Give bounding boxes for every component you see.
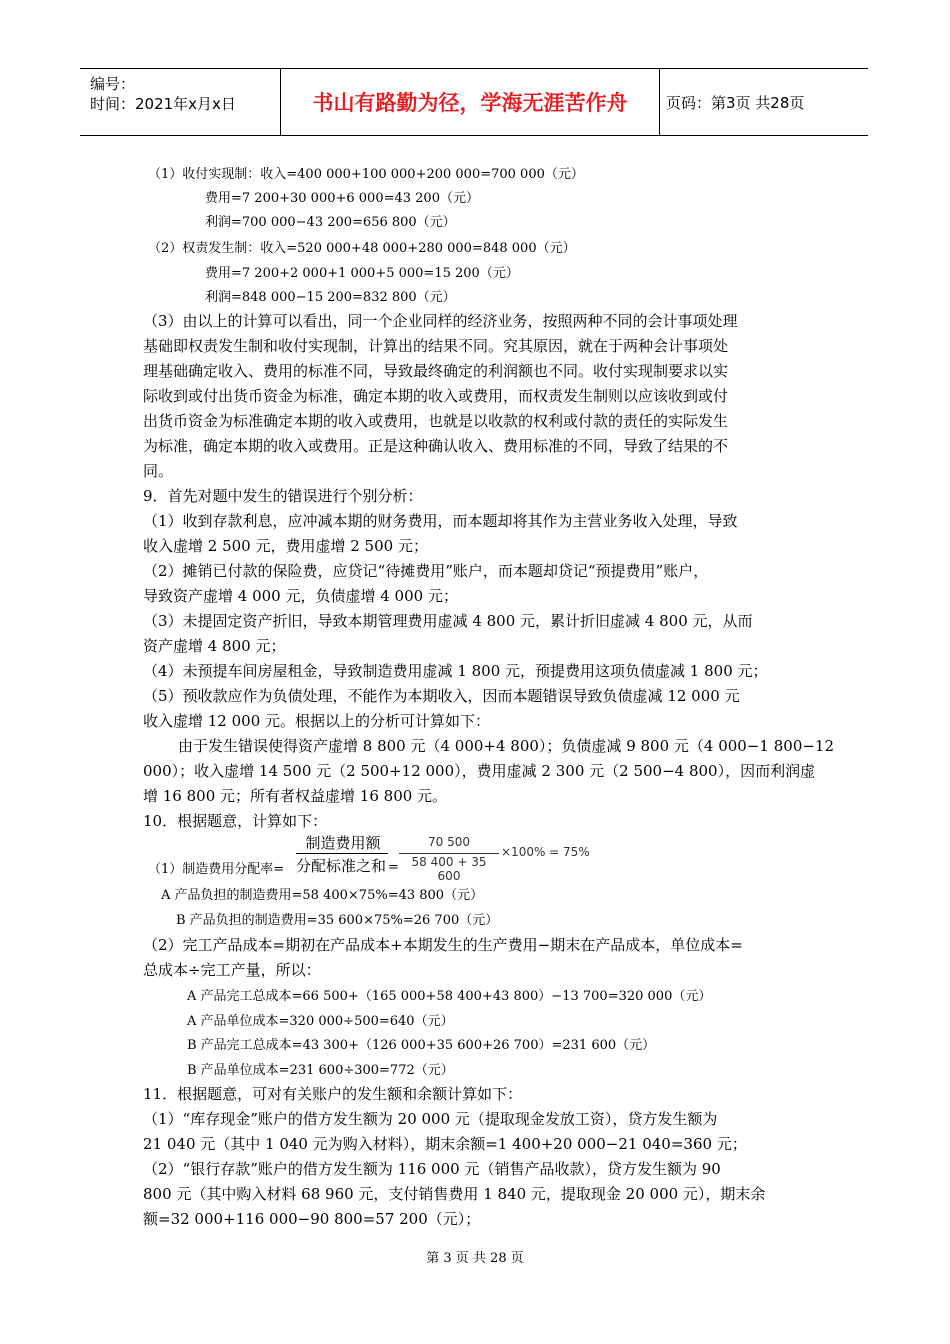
text-line: 理基础确定收入、费用的标准不同，导致最终确定的利润额也不同。收付实现制要求以实 [143, 362, 729, 380]
text-line: （2）“银行存款”账户的借方发生额为 116 000 元（销售产品收款），贷方发生额为 90 [143, 1160, 721, 1178]
text-line: （4）未预提车间房屋租金，导致制造费用虚减 1 800 元，预提费用这项负债虚减 1 800 元； [143, 662, 768, 680]
formula-image-denominator: 58 400 + 35 600 [411, 855, 487, 883]
text-line: 导致资产虚增 4 000 元，负债虚增 4 000 元； [143, 587, 458, 605]
formula-image-result: ×100% = 75% [501, 845, 590, 859]
text-line: （1）收付实现制：收入=400 000+100 000+200 000=700 000（元） [148, 167, 584, 182]
text-line: 21 040 元（其中 1 040 元为购入材料），期末余额=1 400+20 000−21 040=360 元； [143, 1135, 747, 1153]
text-line: 000）；收入虚增 14 500 元（2 500+12 000），费用虚减 2 300 元（2 500−4 800），因而利润虚 [143, 762, 816, 780]
header-motto: 书山有路勤为径，学海无涯苦作舟 [281, 69, 660, 135]
formula-denominator: 分配标准之和 [296, 857, 387, 875]
text-line: B 产品单位成本=231 600÷300=772（元） [187, 1063, 454, 1078]
text-line: 出货币资金为标准确定本期的收入或费用，也就是以收款的权利或付款的责任的实际发生 [143, 412, 729, 430]
text-line: （3）由以上的计算可以看出，同一个企业同样的经济业务，按照两种不同的会计事项处理 [143, 312, 738, 330]
text-line: 利润=700 000−43 200=656 800（元） [205, 215, 456, 230]
formula-image-bar [399, 853, 499, 854]
text-line: （1）“库存现金”账户的借方发生额为 20 000 元（提取现金发放工资），贷方发生额为 [143, 1110, 718, 1128]
formula-label: （1）制造费用分配率= [148, 862, 285, 877]
date-label: 时间：2021年x月x日 [90, 95, 236, 113]
text-line: 费用=7 200+2 000+1 000+5 000=15 200（元） [205, 266, 519, 281]
text-line: B 产品负担的制造费用=35 600×75%=26 700（元） [176, 913, 499, 928]
text-line: 增 16 800 元；所有者权益虚增 16 800 元。 [143, 787, 448, 805]
text-line: （3）未提固定资产折旧，导致本期管理费用虚减 4 800 元，累计折旧虚减 4 800 元，从而 [143, 612, 753, 630]
text-line: 利润=848 000−15 200=832 800（元） [205, 290, 456, 305]
formula-image [399, 832, 590, 883]
text-line: 费用=7 200+30 000+6 000=43 200（元） [205, 191, 479, 206]
page-header [80, 68, 868, 136]
header-page-info: 页码：第3页 共28页 [666, 93, 805, 112]
header-meta-cell [80, 69, 281, 135]
text-line: 10．根据题意，计算如下： [143, 812, 328, 830]
formula-image-numerator: 70 500 [428, 835, 470, 849]
text-line: 11．根据题意，可对有关账户的发生额和余额计算如下： [143, 1085, 523, 1103]
page-footer: 第 3 页 共 28 页 [426, 1251, 524, 1266]
formula-fraction-bar [296, 853, 388, 854]
text-line: 800 元（其中购入材料 68 960 元，支付销售费用 1 840 元，提取现金 20 000 元），期末余 [143, 1185, 766, 1203]
text-line: 9．首先对题中发生的错误进行个别分析： [143, 487, 423, 505]
text-line: （5）预收款应作为负债处理，不能作为本期收入，因而本题错误导致负债虚减 12 000 元 [143, 687, 740, 705]
text-line: A 产品负担的制造费用=58 400×75%=43 800（元） [161, 888, 484, 903]
text-line: （2）完工产品成本=期初在产品成本+本期发生的生产费用−期末在产品成本，单位成本= [143, 936, 743, 954]
text-line: （2）摊销已付款的保险费，应贷记“待摊费用”账户，而本题却贷记“预提费用”账户， [143, 562, 709, 580]
text-line: 际收到或付出货币资金为标准，确定本期的收入或费用，而权责发生制则以应该收到或付 [143, 387, 729, 405]
text-line: 资产虚增 4 800 元； [143, 637, 286, 655]
text-line: A 产品单位成本=320 000÷500=640（元） [187, 1014, 454, 1029]
text-line: 为标准，确定本期的收入或费用。正是这种确认收入、费用标准的不同，导致了结果的不 [143, 437, 729, 455]
text-line: 总成本÷完工产量，所以： [143, 961, 321, 979]
text-line: A 产品完工总成本=66 500+（165 000+58 400+43 800）−13 700=320 000（元） [187, 989, 712, 1004]
text-line: 收入虚增 2 500 元，费用虚增 2 500 元； [143, 537, 428, 555]
text-line: 额=32 000+116 000−90 800=57 200（元）； [143, 1210, 481, 1228]
text-line: 同。 [143, 462, 174, 480]
text-line: 基础即权责发生制和收付实现制，计算出的结果不同。究其原因，就在于两种会计事项处 [143, 337, 729, 355]
text-line: （1）收到存款利息，应冲减本期的财务费用，而本题却将其作为主营业务收入处理，导致 [143, 512, 738, 530]
text-line: 由于发生错误使得资产虚增 8 800 元（4 000+4 800）；负债虚减 9 800 元（4 000−1 800−12 [178, 737, 835, 755]
text-line: 收入虚增 12 000 元。根据以上的分析可计算如下： [143, 712, 491, 730]
formula-equals: = [388, 860, 399, 875]
formula-numerator: 制造费用额 [305, 834, 381, 852]
serial-label: 编号： [90, 75, 136, 93]
text-line: B 产品完工总成本=43 300+（126 000+35 600+26 700）=231 600（元） [187, 1038, 656, 1053]
text-line: （2）权责发生制：收入=520 000+48 000+280 000=848 000（元） [148, 241, 576, 256]
